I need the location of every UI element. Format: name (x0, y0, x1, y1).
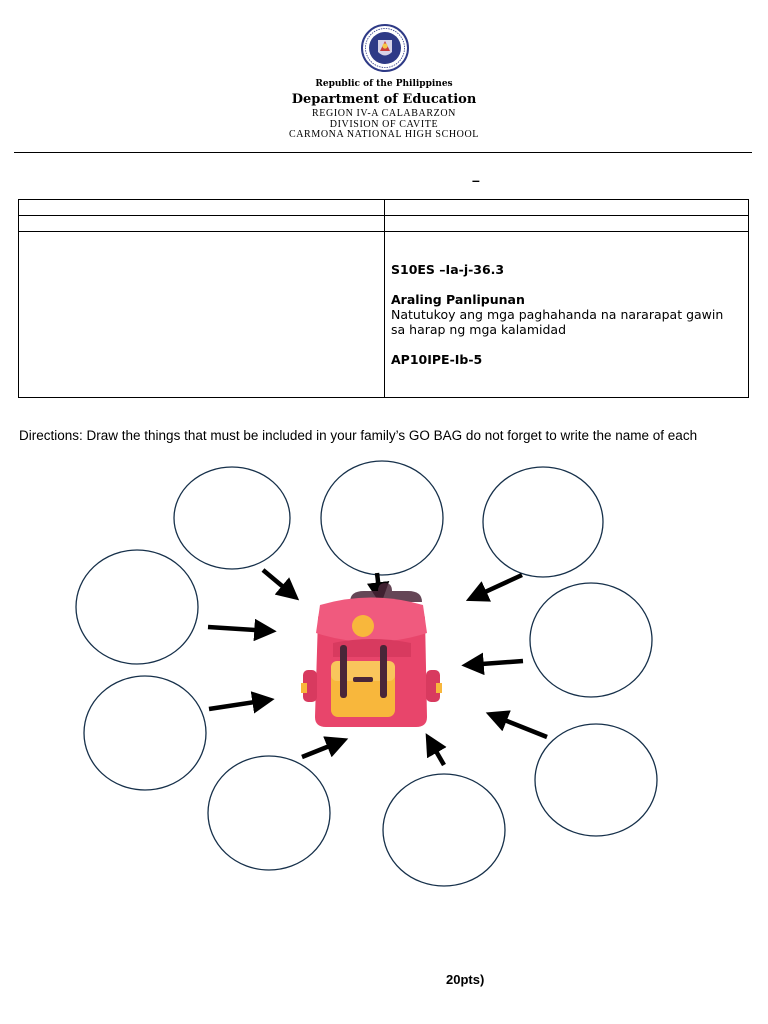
drawing-circle-7[interactable] (535, 724, 657, 836)
competency-block (391, 262, 741, 367)
drawing-circle-8[interactable] (208, 756, 330, 870)
table-cell-r2-left (18, 215, 385, 232)
table-cell-r2-right (384, 215, 749, 232)
header-divider (14, 152, 752, 153)
table-cell-r1-right (384, 199, 749, 216)
header-region: REGION IV-A CALABARZON (312, 108, 456, 119)
drawing-circle-6[interactable] (84, 676, 206, 790)
header-school: CARMONA NATIONAL HIGH SCHOOL (288, 129, 480, 140)
drawing-circle-5[interactable] (530, 583, 652, 697)
header-department: Department of Education (291, 92, 477, 107)
drawing-circle-2[interactable] (321, 461, 443, 575)
directions-text: Directions: Draw the things that must be included in your family’s GO BAG do not forget to write the name of each (19, 428, 698, 443)
arrow-3 (472, 575, 522, 598)
drawing-circle-4[interactable] (76, 550, 198, 664)
header-division: DIVISION OF CAVITE (329, 119, 439, 130)
title-dash: – (472, 172, 480, 188)
deped-seal-icon (361, 24, 409, 72)
arrow-9 (429, 739, 444, 765)
header-republic: Republic of the Philippines (315, 79, 453, 89)
competency-text: Natutukoy ang mga paghahanda na nararapat gawin sa harap ng mga kalamidad (391, 307, 724, 337)
ap-code: AP10IPE-Ib-5 (391, 352, 483, 367)
backpack-icon (301, 583, 442, 727)
drawing-circle-1[interactable] (174, 467, 290, 569)
arrow-8 (302, 741, 342, 757)
arrow-5 (468, 661, 523, 665)
drawing-circle-3[interactable] (483, 467, 603, 577)
drawing-circle-9[interactable] (383, 774, 505, 886)
table-cell-r3-left (18, 231, 385, 398)
table-cell-r1-left (18, 199, 385, 216)
subject-name: Araling Panlipunan (391, 292, 525, 307)
arrow-7 (492, 715, 547, 737)
arrow-6 (209, 700, 268, 709)
arrow-1 (263, 570, 294, 596)
science-code: S10ES –Ia-j-36.3 (391, 262, 505, 277)
go-bag-diagram (0, 455, 768, 895)
arrow-4 (208, 627, 270, 631)
points-label: 20pts) (446, 972, 485, 987)
